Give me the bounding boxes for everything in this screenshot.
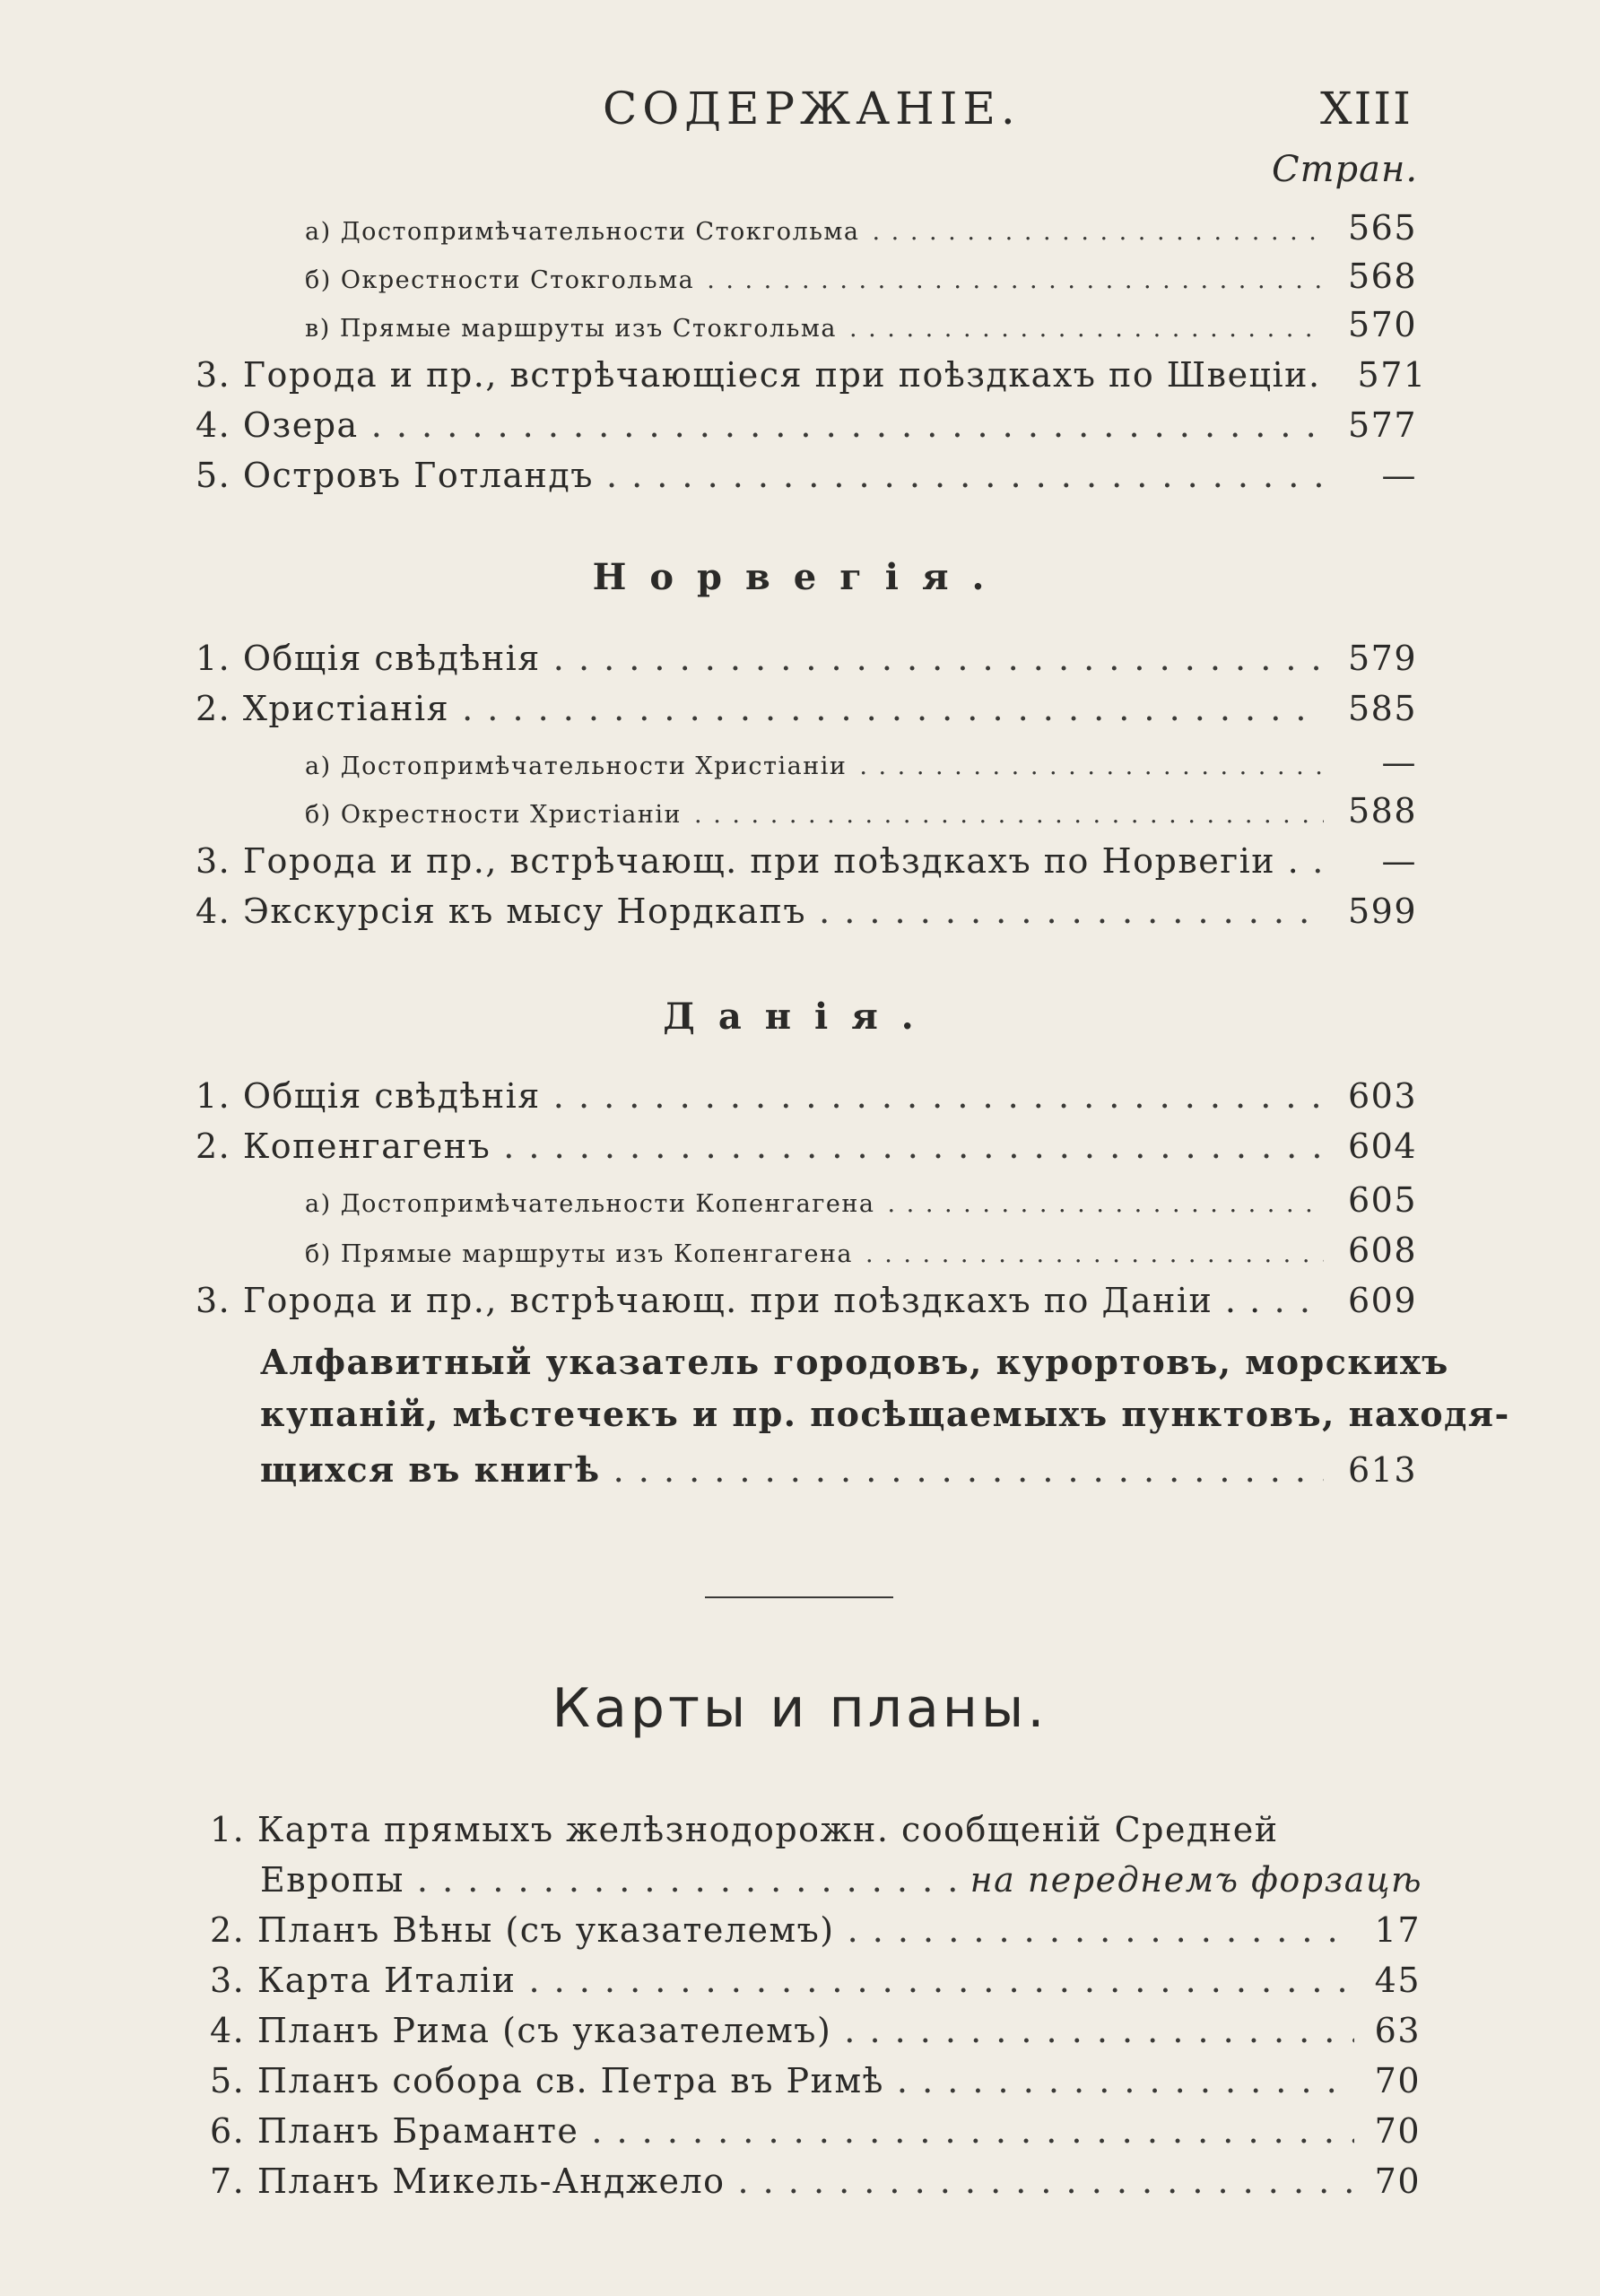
section-heading: Данія. [663,996,937,1038]
entry-page: — [1381,456,1417,495]
entry-number: б) [305,266,332,294]
toc-entry [196,405,1417,448]
entry-page: 70 [1374,2111,1421,2151]
entry-page: 579 [1347,639,1417,678]
entry-page: 70 [1374,2161,1421,2201]
entry-text: Окрестности Стокгольма [340,266,695,294]
map-entry-first-line [210,1810,1279,1849]
entry-text: Общія свѣдѣнія [242,639,541,678]
entry-text: щихся въ книгѣ [260,1449,601,1490]
entry-page: 568 [1347,257,1417,296]
dot-leader [859,752,1324,780]
entry-page: 17 [1374,1910,1421,1950]
toc-entry [260,1449,1417,1492]
dot-leader [737,2161,1354,2201]
toc-entry [196,1076,1417,1119]
entry-number: 3. [196,1281,231,1320]
entry-number: в) [305,315,331,343]
entry-number: 2. [196,1126,231,1166]
entry-text: Карта Италіи [257,1961,517,2000]
entry-text: Города и пр., встрѣчающ. при поѣздкахъ по Норвегіи . [242,841,1300,881]
dot-leader [707,266,1324,294]
toc-entry [196,891,1417,935]
entry-number: 2. [196,689,231,728]
entry-text: Прямые маршруты изъ Стокгольма [339,315,837,343]
entry-number: а) [305,752,332,780]
entry-number: 4. [196,891,231,931]
toc-entry [210,1961,1421,2007]
index-line: купаній, мѣстечекъ и пр. посѣщаемыхъ пунктовъ, находя- [260,1394,1510,1434]
dot-leader [553,639,1324,678]
toc-entry [196,355,1427,398]
page-header [0,83,1600,145]
entry-text: Планъ собора св. Петра въ Римѣ [257,2061,884,2100]
entry-number: 3. [210,1961,246,2000]
entry-page: 608 [1347,1231,1417,1270]
entry-page: 565 [1347,208,1417,248]
toc-entry [210,1910,1421,1957]
entry-text: Планъ Рима (съ указателемъ) [257,2011,832,2050]
entry-number: 1. [210,1810,246,1849]
dot-leader [371,405,1324,445]
entry-page: на переднемъ форзацѣ [970,1860,1422,1900]
toc-entry [210,2061,1421,2108]
entry-number: 5. [196,456,231,495]
entry-number: б) [305,801,332,829]
entry-number: 4. [196,405,231,445]
entry-page: 605 [1347,1180,1417,1220]
dot-leader [417,1860,958,1900]
entry-page: 70 [1374,2061,1421,2100]
entry-page: 571 [1357,355,1427,395]
entry-text: Планъ Вѣны (съ указателемъ) [257,1910,835,1950]
maps-heading: Карты и планы. [552,1677,1048,1740]
dot-leader [694,801,1324,829]
toc-entry [196,1126,1417,1170]
toc-entry [305,208,1417,248]
dot-leader [897,2061,1354,2100]
dot-leader [1274,1281,1324,1320]
toc-entry [210,2161,1421,2208]
entry-page: 585 [1347,689,1417,728]
entry-page: 588 [1347,791,1417,831]
section-heading: Норвегія. [592,556,1008,598]
toc-entry [210,2111,1421,2158]
entry-number: 3. [196,355,231,395]
entry-text: Карта прямыхъ желѣзнодорожн. сообщеній Средней [257,1810,1279,1849]
dot-leader [613,1450,1324,1490]
dot-leader [503,1126,1324,1166]
entry-text: Города и пр., встрѣчающ. при поѣздкахъ по Даніи . . [242,1281,1262,1320]
dot-leader [819,891,1324,931]
toc-entry [196,456,1417,499]
entry-page: 613 [1347,1450,1417,1490]
toc-entry [260,1860,1422,1907]
entry-number: 3. [196,841,231,881]
toc-entry [210,2011,1421,2057]
entry-number: 1. [196,639,231,678]
entry-text: Города и пр., встрѣчающіеся при поѣздкахъ по Швеціи. [242,355,1321,395]
toc-entry [305,257,1417,296]
entry-text: Окрестности Христіаніи [340,801,683,829]
dot-leader [591,2111,1354,2151]
entry-page: 604 [1347,1126,1417,1166]
dot-leader [553,1076,1324,1116]
entry-page: 570 [1347,305,1417,344]
entry-page: 63 [1374,2011,1421,2050]
entry-text: Копенгагенъ [242,1126,491,1166]
entry-text: Островъ Готландъ [242,456,594,495]
toc-entry [196,689,1417,732]
toc-entry [305,1180,1417,1220]
entry-text: Христіанія [242,689,450,728]
toc-entry [305,305,1417,344]
toc-entry [196,639,1417,682]
entry-text: Общія свѣдѣнія [242,1076,541,1116]
entry-text: Европы [260,1860,404,1900]
entry-page: — [1381,743,1417,782]
toc-entry [305,1231,1417,1270]
entry-page: 45 [1374,1961,1421,2000]
dot-leader [888,1190,1325,1218]
dot-leader [528,1961,1354,2000]
entry-text: Озера [242,405,359,445]
dot-leader [849,315,1324,343]
dot-leader [865,1240,1324,1268]
entry-number: 4. [210,2011,246,2050]
entry-page: 577 [1347,405,1417,445]
entry-number: 2. [210,1910,246,1950]
dot-leader [462,689,1324,728]
entry-number: 5. [210,2061,246,2100]
entry-text: Достопримѣчательности Стокгольма [340,218,860,246]
entry-text: Достопримѣчательности Христіаніи [340,752,848,780]
index-line: Алфавитный указатель городовъ, курортовъ, морскихъ [260,1342,1449,1382]
toc-entry [305,743,1417,782]
running-title: СОДЕРЖАНІЕ. [603,83,1021,135]
entry-page: — [1381,841,1417,881]
index-entry [260,1336,1510,1440]
entry-text: Экскурсія къ мысу Нордкапъ [242,891,807,931]
page-number: XIII [1320,83,1413,135]
dot-leader [844,2011,1354,2050]
entry-text: Планъ Микель-Анджело [257,2161,726,2201]
entry-number: 7. [210,2161,246,2201]
entry-number: а) [305,218,332,246]
page-column-label: Стран. [1272,149,1419,190]
entry-number: а) [305,1190,332,1218]
entry-page: 609 [1347,1281,1417,1320]
toc-entry [196,841,1417,884]
entry-number: 6. [210,2111,246,2151]
dot-leader [873,218,1325,246]
section-divider [705,1596,893,1598]
dot-leader [606,456,1324,495]
dot-leader [1312,841,1324,881]
entry-text: Достопримѣчательности Копенгагена [340,1190,875,1218]
entry-text: Прямые маршруты изъ Копенгагена [340,1240,854,1268]
toc-entry [196,1281,1417,1324]
entry-number: б) [305,1240,332,1268]
toc-entry [305,791,1417,831]
entry-page: 599 [1347,891,1417,931]
entry-page: 603 [1347,1076,1417,1116]
entry-text: Планъ Браманте [257,2111,579,2151]
entry-number: 1. [196,1076,231,1116]
dot-leader [848,1910,1354,1950]
